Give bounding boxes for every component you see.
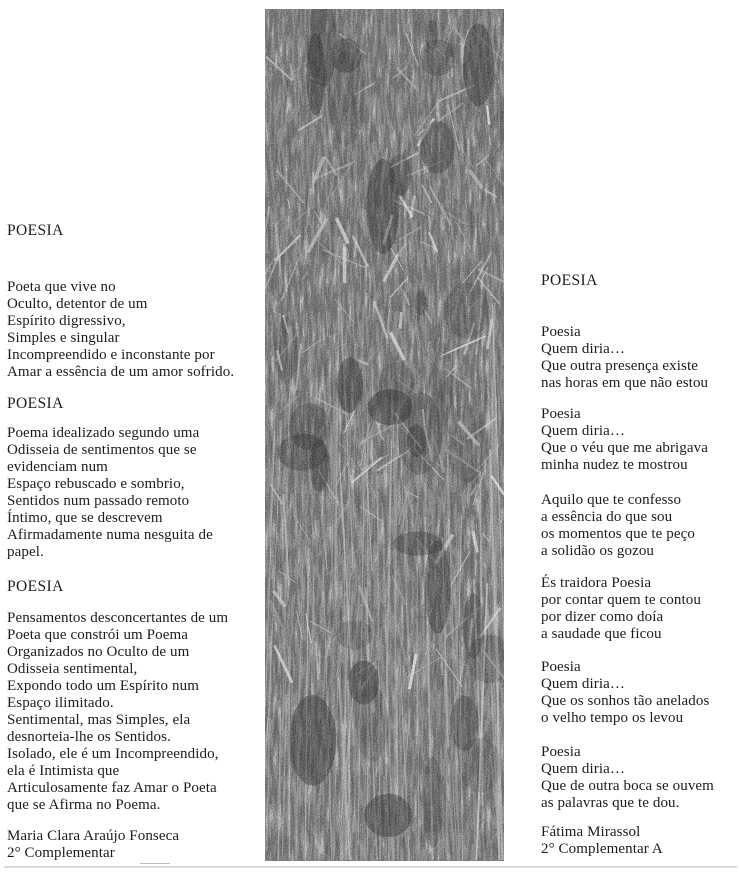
poem-line: Pensamentos desconcertantes de um: [7, 610, 229, 626]
poem-line: Quem diria…: [541, 341, 625, 357]
poem-line: desnorteia-lhe os Sentidos.: [7, 729, 171, 745]
poem-line: Incompreendido e inconstante por: [7, 347, 215, 363]
poem-line: Oculto, detentor de um: [7, 296, 148, 312]
poem-line: Espaço ilimitado.: [7, 695, 114, 711]
poem-line: Que os sonhos tão anelados: [541, 693, 710, 709]
scan-edge-line: [4, 866, 737, 868]
poem-line: Afirmadamente numa nesguita de: [7, 527, 213, 543]
poem-line: Poesia: [541, 406, 581, 422]
poem-line: Poeta que constrói um Poema: [7, 627, 189, 643]
left-poem-heading-2: POESIA: [7, 395, 64, 412]
poem-line: a essência do que sou: [541, 509, 673, 525]
poem-line: Que de outra boca se ouvem: [541, 778, 714, 794]
left-author-signature: [7, 828, 179, 862]
poem-line: Quem diria…: [541, 676, 625, 692]
left-poem-stanza-3: [7, 610, 228, 814]
poem-line: Maria Clara Araújo Fonseca: [7, 828, 180, 844]
poem-line: Amar a essência de um amor sofrido.: [7, 364, 235, 380]
scan-smudge: [140, 863, 170, 864]
poem-line: minha nudez te mostrou: [541, 457, 688, 473]
poem-line: Sentidos num passado remoto: [7, 493, 190, 509]
poem-line: Odisseia de sentimentos que se: [7, 442, 197, 458]
poem-line: Íntimo, que se descrevem: [7, 510, 163, 526]
poem-line: Poesia: [541, 744, 581, 760]
poem-line: nas horas em que não estou: [541, 375, 709, 391]
poem-line: Simples e singular: [7, 330, 120, 346]
poem-line: por dizer como doía: [541, 609, 664, 625]
wheat-field-image: [265, 9, 504, 861]
poem-line: papel.: [7, 544, 44, 560]
poem-line: a solidão os gozou: [541, 543, 655, 559]
poem-line: 2° Complementar A: [541, 841, 663, 857]
poem-line: a saudade que ficou: [541, 626, 662, 642]
poem-line: Expondo todo um Espírito num: [7, 678, 199, 694]
poem-line: Poeta que vive no: [7, 279, 116, 295]
poem-line: Que o véu que me abrigava: [541, 440, 709, 456]
poem-line: Isolado, ele é um Incompreendido,: [7, 746, 219, 762]
poem-line: ela é Intimista que: [7, 763, 120, 779]
right-poem-stanza-2: [541, 406, 708, 474]
poem-line: Fátima Mirassol: [541, 824, 641, 840]
poem-line: que se Afirma no Poema.: [7, 797, 161, 813]
poem-line: Poema idealizado segundo uma: [7, 425, 200, 441]
poem-line: 2° Complementar: [7, 845, 115, 861]
left-poem-stanza-2: [7, 425, 213, 561]
poem-line: Poesia: [541, 324, 581, 340]
poem-line: És traidora Poesia: [541, 575, 652, 591]
left-poem-stanza-1: [7, 279, 234, 381]
left-poem-heading-1: POESIA: [7, 222, 64, 239]
poem-line: Organizados no Oculto de um: [7, 644, 190, 660]
right-poem-stanza-1: [541, 324, 708, 392]
poem-line: Espaço rebuscado e sombrio,: [7, 476, 185, 492]
right-poem-stanza-3: [541, 492, 695, 560]
wheat-field-photo: [265, 9, 504, 861]
poem-line: Espírito digressivo,: [7, 313, 126, 329]
right-poem-heading: POESIA: [541, 272, 598, 289]
poem-line: Poesia: [541, 659, 581, 675]
right-poem-stanza-4: [541, 575, 701, 643]
poem-line: por contar quem te contou: [541, 592, 701, 608]
poem-line: Sentimental, mas Simples, ela: [7, 712, 191, 728]
poem-line: Articulosamente faz Amar o Poeta: [7, 780, 217, 796]
poem-line: evidenciam num: [7, 459, 108, 475]
poem-line: Que outra presença existe: [541, 358, 699, 374]
poem-line: Aquilo que te confesso: [541, 492, 682, 508]
left-poem-heading-3: POESIA: [7, 578, 64, 595]
poem-line: o velho tempo os levou: [541, 710, 684, 726]
poem-line: Quem diria…: [541, 761, 625, 777]
poem-line: as palavras que te dou.: [541, 795, 680, 811]
poem-line: Quem diria…: [541, 423, 625, 439]
poem-line: Odisseia sentimental,: [7, 661, 138, 677]
right-author-signature: [541, 824, 663, 858]
right-poem-stanza-5: [541, 659, 709, 727]
poem-line: os momentos que te peço: [541, 526, 695, 542]
right-poem-stanza-6: [541, 744, 714, 812]
